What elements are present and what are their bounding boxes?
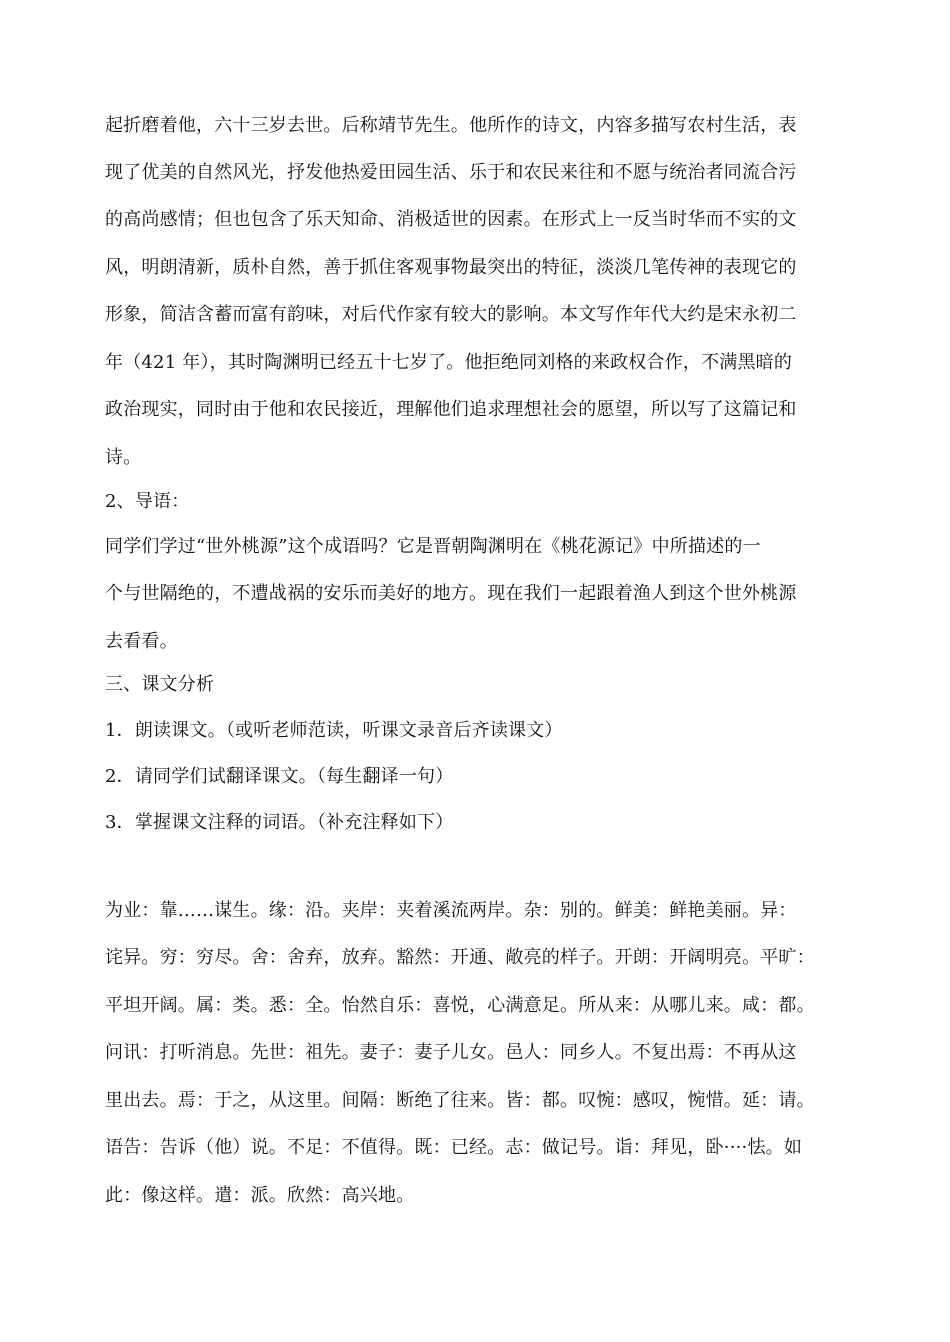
paragraph-3-line-6: 语告：告诉（他）说。不足：不值得。既：已经。志：做记号。诣：拜见，卧····怯。如: [105, 1137, 803, 1158]
paragraph-3-line-1: 为业：靠……谋生。缘：沿。夹岸：夹着溪流两岸。杂：别的。鲜美：鲜艳美丽。异：: [105, 900, 797, 921]
paragraph-3-line-5: 里出去。焉：于之，从这里。间隔：断绝了往来。皆：都。叹惋：感叹，惋惜。延：请。: [105, 1090, 815, 1111]
step-1: 1．朗读课文。（或听老师范读，听课文录音后齐读课文）: [105, 720, 563, 741]
paragraph-1-line-8: 诗。: [105, 447, 142, 468]
paragraph-2-line-3: 去看看。: [105, 631, 178, 652]
paragraph-2-line-2: 个与世隔绝的，不遭战祸的安乐而美好的地方。现在我们一起跟着渔人到这个世外桃源: [105, 583, 797, 604]
section-2-heading: 2、导语：: [105, 491, 190, 512]
paragraph-1-line-5: 形象，简洁含蓄而富有韵味，对后代作家有较大的影响。本文写作年代大约是宋永初二: [105, 304, 797, 325]
paragraph-3-line-7: 此：像这样。遣：派。欣然：高兴地。: [105, 1185, 415, 1206]
paragraph-1-line-7: 政治现实，同时由于他和农民接近，理解他们追求理想社会的愿望，所以写了这篇记和: [105, 399, 797, 420]
paragraph-3-line-4: 问讯：打听消息。先世：祖先。妻子：妻子儿女。邑人：同乡人。不复出焉：不再从这: [105, 1042, 797, 1063]
paragraph-1-line-4: 风，明朗清新，质朴自然，善于抓住客观事物最突出的特征，淡淡几笔传神的表现它的: [105, 257, 797, 278]
step-3: 3．掌握课文注释的词语。（补充注释如下）: [105, 812, 454, 833]
paragraph-1-line-3: 的高尚感情；但也包含了乐天知命、消极适世的因素。在形式上一反当时华而不实的文: [105, 209, 797, 230]
paragraph-2-line-1: 同学们学过“世外桃源”这个成语吗？它是晋朝陶渊明在《桃花源记》中所描述的一: [105, 536, 761, 557]
paragraph-1-line-6: 年（421 年），其时陶渊明已经五十七岁了。他拒绝同刘格的来政权合作，不满黑暗的: [105, 352, 793, 373]
paragraph-1-line-1: 起折磨着他，六十三岁去世。后称靖节先生。他所作的诗文，内容多描写农村生活，表: [105, 115, 797, 136]
section-3-heading: 三、课文分析: [105, 674, 215, 695]
paragraph-1-line-2: 现了优美的自然风光，抒发他热爱田园生活、乐于和农民来往和不愿与统治者同流合污: [105, 162, 797, 183]
paragraph-3-line-3: 平坦开阔。属：类。悉：全。怡然自乐：喜悦，心满意足。所从来：从哪儿来。咸：都。: [105, 995, 815, 1016]
paragraph-3-line-2: 诧异。穷：穷尽。舍：舍弃，放弃。豁然：开通、敞亮的样子。开朗：开阔明亮。平旷：: [105, 947, 815, 968]
step-2: 2．请同学们试翻译课文。（每生翻译一句）: [105, 766, 454, 787]
